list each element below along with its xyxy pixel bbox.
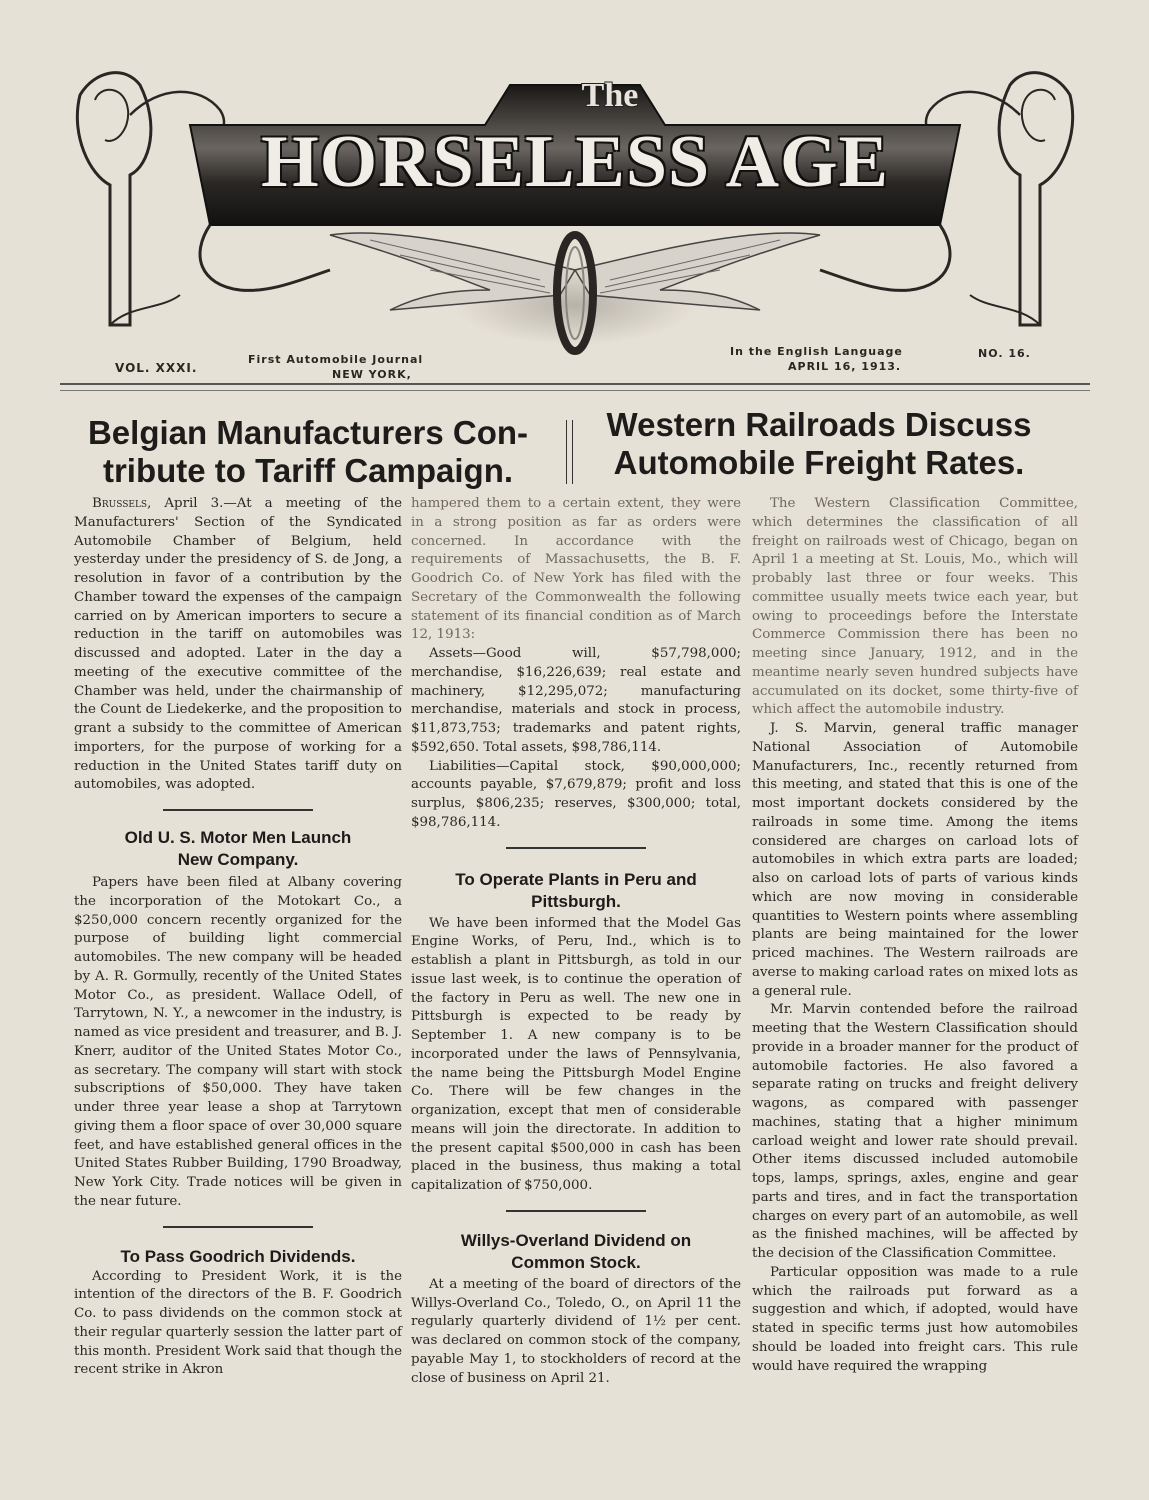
article-motokart-body: Papers have been filed at Albany covering the incorporation of the Motokart Co., a $250,000 concern recently organized for the purpose of building light commercial automobiles. The new company will be headed by A. R. Gormully, recently of the United States Motor Co., as president. Wallace Odell, of Tarrytown, N. Y., a newcomer in the industry, is named as vice president and treasurer, and B. J. Knerr, auditor of the United States Motor Co., as secretary. The company will start with stock subscriptions of $50,000. They have taken under three year lease a shop at Tarrytown giving them a floor space of over 30,000 square feet, and have established general offices in the United States Rubber Building, 1790 Broadway, New York City. Trade notices will be given in the near future. (74, 875, 402, 1209)
article-motokart-headline-line2: New Company. (177, 850, 299, 869)
masthead-the: The (581, 77, 639, 114)
article-peru-headline-line1: To Operate Plants in Peru and (455, 869, 697, 889)
masthead-rule (60, 383, 1090, 391)
article-peru-headline-line2: Pittsburgh. (531, 891, 621, 911)
article-peru-headline (411, 869, 741, 913)
issue-date: APRIL 16, 1913. (788, 360, 902, 373)
article-peru-body: We have been informed that the Model Gas Engine Works, of Peru, Ind., which is to establish a plant in Pittsburgh, as told in our issue last week, is to continue the operation of the factory in Peru as well. The new one in Pittsburgh is expected to be ready by September 1. A new company is to be incorporated under the laws of Pennsylvania, the name being the Pittsburgh Model Engine Co. There will be few changes in the organization, except that men of considerable means will join the directorate. In addition to the present capital $500,000 in cash has been placed in the business, thus making a total capitalization of $750,000. (411, 915, 741, 1193)
article-motokart-headline (74, 827, 402, 871)
tagline-line2: NEW YORK, (332, 368, 412, 381)
tagline-line1: First Automobile Journal (248, 353, 424, 366)
headline-right-line2: Automobile Freight Rates. (613, 444, 1025, 481)
article-belgian-text: , April 3.—At a meeting of the Manufacturers' Section of the Syndicated Automobile Chamber of Belgium, held yesterday under the presidency of S. de Jong, a resolution in favor of a contribution by the Chamber toward the expenses of the campaign carried on by American importers to secure a reduction in the tariff on automobiles was discussed and adopted. Later in the day a meeting of the executive committee of the Chamber was held, under the chairmanship of the Count de Liedekerke, and the proposition to grant a subsidy to the committee of American importers, for the purpose of working for a reduction in the United States tariff duty on automobiles, was adopted. (74, 496, 402, 793)
headline-separator (566, 420, 573, 484)
goodrich-liabilities: Liabilities—Capital stock, $90,000,000; accounts payable, $7,679,879; profit and loss surplus, $806,235; reserves, $300,000; total, $98,786,114. (411, 758, 741, 830)
article-railroads-opposition: Particular opposition was made to a rule which the railroads put forward as a suggestion and which, if adopted, would have stated in specific terms just how automobiles should be loaded into freight cars. This rule would have required the wrapping (752, 1264, 1078, 1374)
headline-left (62, 414, 554, 490)
article-railroads-contention: Mr. Marvin contended before the railroad meeting that the Western Classification should provide in a broader manner for the product of automobile factories. He also favored a separate rating on trucks and freight delivery wagons, as compared with passenger machines, stating that a higher minimum carload weight and lower rate should prevail. Other items discussed included automobile tops, lamps, springs, axles, engine and gear parts and tires, and in fact the transportation charges on every part of an automobile, as well as the finished machines, will be affected by the decision of the Classification Committee. (752, 1002, 1078, 1261)
article-willys-headline-line1: Willys-Overland Dividend on (460, 1230, 692, 1250)
masthead-title: HORSELESS AGE (261, 121, 889, 203)
volume-label: VOL. XXXI. (115, 361, 198, 375)
dateline: Brussels (92, 496, 148, 511)
section-rule (506, 1210, 646, 1212)
article-goodrich-body: According to President Work, it is the intention of the directors of the B. F. Goodrich Co. to pass dividends on the common stock at their regular quarterly session the latter part of this month. President Work said that though the recent strike in Akron (74, 1268, 402, 1378)
article-goodrich-headline: To Pass Goodrich Dividends. (120, 1246, 356, 1266)
article-railroads-intro: The Western Classification Committee, which determines the classification of all freight on railroads west of Chicago, began on April 1 a meeting at St. Louis, Mo., which will probably last three or four weeks. This committee usually meets twice each year, but owing to proceedings before the Interstate Commerce Commission there has been no meeting since January, 1912, and in the meantime nearly seven hundred subjects have accumulated on its docket, some thirty-five of which affect the automobile industry. (752, 496, 1078, 718)
article-willys-headline-line2: Common Stock. (511, 1252, 641, 1272)
article-belgian-body (74, 495, 402, 795)
goodrich-assets: Assets—Good will, $57,798,000; merchandise, $16,226,639; real estate and machinery, $12,295,072; manufacturing merchandise, materials and stock in process, $11,873,753; trademarks and patent rights, $592,650. Total assets, $98,786,114. (411, 646, 741, 755)
issue-number: NO. 16. (978, 347, 1031, 360)
article-railroads-marvin: J. S. Marvin, general traffic manager National Association of Automobile Manufacturers, Inc., recently returned from this meeting, and stated that this is one of the most important dockets considered by the railroads in some time. Among the items considered are charges on carload lots of automobiles in which extra parts are loaded; also on carload lots of parts of various kinds which are now moving in considerable quantities to Western points where assembling plants are being maintained for the lower priced machines. The Western railroads are averse to making carload rates on mixed lots as a general rule. (752, 721, 1078, 999)
article-willys-headline (411, 1230, 741, 1274)
article-willys-body: At a meeting of the board of directors of the Willys-Overland Co., Toledo, O., on April 11 the regularly quarterly dividend of 1½ per cent. was declared on common stock of the company, payable May 1, to stockholders of record at the close of business on April 21. (411, 1276, 741, 1386)
column-2 (411, 495, 741, 1388)
section-rule (506, 847, 646, 849)
article-motokart-headline-line1: Old U. S. Motor Men Launch (124, 828, 352, 847)
section-rule (163, 809, 313, 811)
column-3 (752, 495, 1078, 1376)
masthead (70, 55, 1080, 381)
headline-left-line1: Belgian Manufacturers Con- (87, 414, 529, 451)
language-label: In the English Language (730, 345, 903, 358)
section-rule (163, 1226, 313, 1228)
article-goodrich-continued: hampered them to a certain extent, they were in a strong position as far as orders were concerned. In accordance with the requirements of Massachusetts, the B. F. Goodrich Co. of New York has filed with the Secretary of the Commonwealth the following statement of its financial condition as of March 12, 1913: (411, 496, 741, 643)
headline-right-line1: Western Railroads Discuss (606, 406, 1032, 443)
headline-right (578, 406, 1060, 482)
column-1 (74, 495, 402, 1380)
headline-left-line2: tribute to Tariff Campaign. (102, 452, 514, 489)
